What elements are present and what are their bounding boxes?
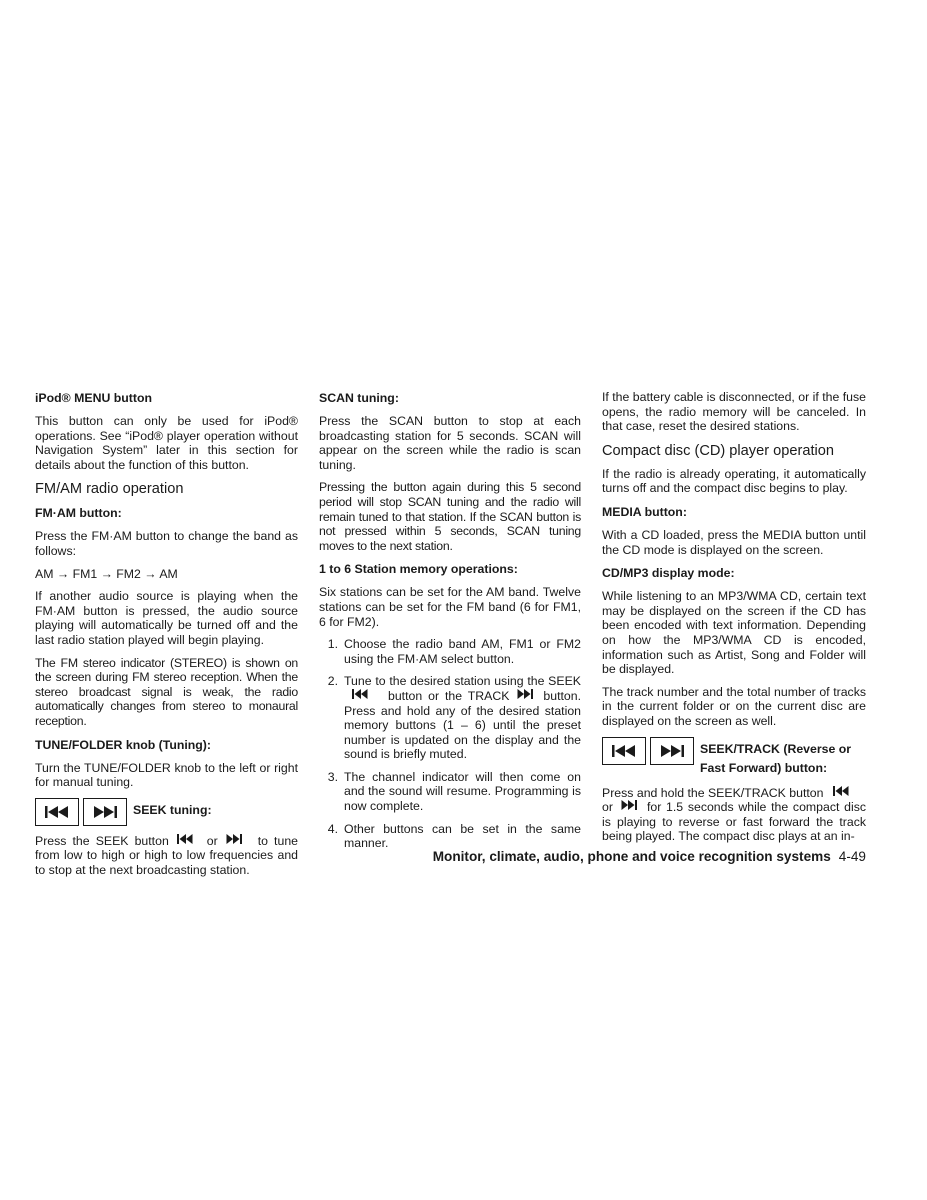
skip-back-icon (35, 798, 79, 826)
tune-folder-text: Turn the TUNE/FOLDER knob to the left or right for manual tuning. (35, 760, 298, 790)
skip-forward-icon (650, 737, 694, 765)
tune-folder-heading: TUNE/FOLDER knob (Tuning): (35, 737, 211, 752)
skip-forward-icon (83, 798, 127, 826)
list-item: 3. The channel indicator will then come on and the sound will resume. Programming is now complete. (327, 769, 581, 814)
scan-tuning-text-2: Pressing the button again during this 5 second period will stop SCAN tuning and the radio will remain tuned to that station. If the SCAN button is not pressed within 5 seconds, SCAN tuning moves to the next station. (319, 480, 581, 553)
page-footer (380, 847, 866, 867)
skip-forward-icon (517, 689, 533, 699)
skip-back-icon (833, 786, 849, 796)
fm-am-button-text: Press the FM·AM button to change the band as follows: (35, 529, 298, 558)
cd-mp3-display-heading: CD/MP3 display mode: (602, 566, 735, 581)
page-number: 4-49 (838, 849, 866, 864)
list-item: 1. Choose the radio band AM, FM1 or FM2 using the FM·AM select button. (327, 637, 581, 666)
scan-tuning-heading: SCAN tuning: (319, 391, 399, 405)
band-sequence: AM → FM1 → FM2 → AM (35, 566, 178, 581)
seek-track-text: Press and hold the SEEK/TRACK button or for 1.5 seconds while the compact disc is playing to reverse or fast forward the track being played. The compact disc plays at an in- (602, 785, 866, 844)
seek-track-row (602, 737, 866, 778)
seek-tuning-label: SEEK tuning: (133, 802, 212, 817)
seek-track-label: SEEK/TRACK (Reverse or Fast Forward) button: (700, 741, 852, 775)
seek-tuning-text: Press the SEEK button or to tune from low to high or high to low frequencies and to stop at the next broadcasting station. (35, 833, 298, 877)
station-memory-steps (319, 637, 581, 851)
cd-mp3-display-text-2: The track number and the total number of tracks in the current folder or on the current disc are displayed on the screen as well. (602, 684, 866, 728)
scan-tuning-text-1: Press the SCAN button to stop at each broadcasting station for 5 seconds. SCAN will appear on the screen while the radio is scan tuning. (319, 414, 581, 472)
seek-tuning-row (35, 798, 298, 826)
battery-cable-text: If the battery cable is disconnected, or if the fuse opens, the radio memory will be canceled. In that case, reset the desired stations. (602, 390, 866, 434)
ipod-menu-heading: iPod® MENU button (35, 391, 152, 405)
station-memory-heading: 1 to 6 Station memory operations: (319, 562, 518, 577)
list-item: 2. Tune to the desired station using the SEEKbutton or the TRACK button. Press and hold any of the desired station memory buttons (1 – 6) until the preset number is updated on the display and the sound is briefly muted. (327, 674, 582, 762)
media-button-heading: MEDIA button: (602, 504, 687, 519)
list-item: 4. Other buttons can be set in the same manner. (327, 821, 581, 851)
column-2 (319, 390, 581, 859)
skip-back-icon (352, 689, 368, 699)
column-1 (35, 390, 298, 885)
column-3 (602, 390, 866, 852)
skip-back-icon (177, 834, 193, 844)
cd-player-heading: Compact disc (CD) player operation (602, 442, 834, 459)
station-memory-text: Six stations can be set for the AM band. Twelve stations can be set for the FM band (6 for FM1, 6 for FM2). (319, 585, 581, 629)
skip-back-icon (602, 737, 646, 765)
other-source-text: If another audio source is playing when the FM·AM button is pressed, the audio source playing will automatically be turned off and the last radio station played will begin playing. (35, 589, 298, 647)
section-title: Monitor, climate, audio, phone and voice recognition systems (432, 849, 831, 864)
cd-player-text: If the radio is already operating, it automatically turns off and the compact disc begins to play. (602, 466, 866, 496)
fm-am-button-heading: FM·AM button: (35, 506, 122, 521)
skip-forward-icon (226, 834, 242, 844)
media-button-text: With a CD loaded, press the MEDIA button until the CD mode is displayed on the screen. (602, 527, 866, 557)
stereo-indicator-text: The FM stereo indicator (STEREO) is shown on the screen during FM stereo reception. When the stereo broadcast signal is weak, the radio automatically changes from stereo to monaural reception. (35, 655, 298, 728)
fm-am-section-heading: FM/AM radio operation (35, 481, 184, 498)
skip-forward-icon (621, 800, 637, 810)
cd-mp3-display-text-1: While listening to an MP3/WMA CD, certain text may be displayed on the screen if the CD has been encoded with text information. Depending on how the MP3/WMA CD is encoded, information such as Artist, Song and Folder will be displayed. (602, 589, 866, 677)
ipod-menu-text: This button can only be used for iPod® operations. See “iPod® player operation without Navigation System” later in this section for details about the function of this button. (35, 414, 298, 472)
